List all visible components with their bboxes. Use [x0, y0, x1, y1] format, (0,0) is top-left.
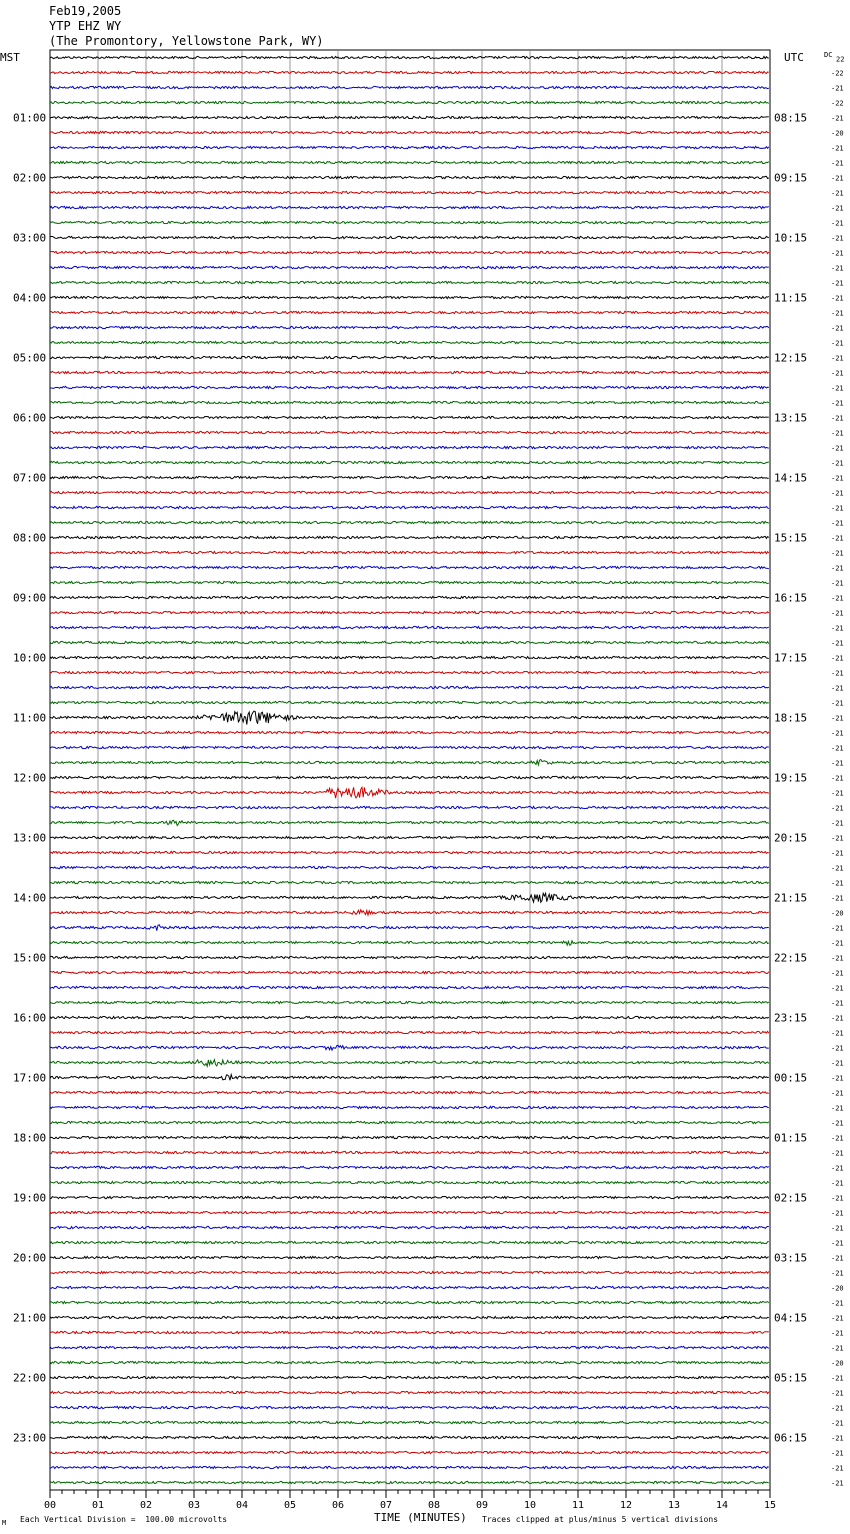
dc-offset-label: -21 — [831, 879, 844, 888]
seismic-trace — [50, 386, 769, 388]
seismic-trace — [50, 941, 769, 945]
dc-offset-label: -21 — [831, 279, 844, 288]
dc-offset-label: -21 — [831, 654, 844, 663]
dc-offset-label: -21 — [831, 969, 844, 978]
dc-offset-label: -21 — [831, 624, 844, 633]
seismic-trace — [50, 701, 769, 703]
dc-offset-label: -21 — [831, 1404, 844, 1413]
dc-offset-label: -21 — [831, 1479, 844, 1488]
dc-offset-label: -20 — [831, 1284, 844, 1293]
left-hour-label: 22:00 — [13, 1371, 47, 1385]
dc-offset-label: -21 — [831, 1059, 844, 1068]
x-tick-label: 03 — [187, 1500, 201, 1511]
dc-offset-label: -21 — [831, 414, 844, 423]
seismic-trace — [50, 1016, 769, 1018]
right-hour-label: 10:15 — [774, 231, 808, 245]
dc-offset-label: -21 — [831, 834, 844, 843]
plot-date: Feb19,2005 — [49, 4, 122, 18]
x-axis — [44, 1490, 776, 1511]
left-hour-label: 10:00 — [13, 651, 47, 665]
seismic-trace — [50, 1196, 769, 1198]
dc-offset-label: -21 — [831, 1044, 844, 1053]
seismic-trace — [50, 1376, 769, 1378]
dc-offset-label: -21 — [831, 264, 844, 273]
dc-offset-label: -21 — [831, 144, 844, 153]
dc-offset-label: -21 — [831, 609, 844, 618]
seismic-trace — [50, 221, 769, 223]
right-hour-label: 16:15 — [774, 591, 808, 605]
left-hour-label: 02:00 — [13, 171, 47, 185]
x-tick-label: 12 — [619, 1500, 633, 1511]
seismic-trace — [50, 641, 769, 643]
seismic-trace — [50, 176, 769, 178]
seismic-trace — [50, 251, 769, 253]
right-hour-label: 19:15 — [774, 771, 808, 785]
seismic-trace — [50, 910, 769, 915]
seismic-trace — [50, 986, 769, 988]
right-hour-label: 14:15 — [774, 471, 808, 485]
seismic-trace — [50, 746, 769, 748]
dc-offset-label: -21 — [831, 1374, 844, 1383]
dc-offset-label: -21 — [831, 819, 844, 828]
seismic-trace — [50, 131, 769, 133]
x-tick-label: 10 — [523, 1500, 537, 1511]
dc-offset-label: -21 — [831, 1074, 844, 1083]
seismic-trace — [50, 1121, 769, 1123]
seismic-trace — [50, 551, 769, 553]
left-hour-label: 13:00 — [13, 831, 47, 845]
dc-offset-label: -20 — [831, 909, 844, 918]
seismic-trace — [50, 711, 769, 724]
seismic-trace — [50, 686, 769, 688]
seismic-trace — [50, 1421, 769, 1423]
right-hour-label: 15:15 — [774, 531, 808, 545]
dc-offset-label: -21 — [831, 234, 844, 243]
right-timezone-label: UTC — [784, 51, 804, 64]
dc-offset-label: -21 — [831, 474, 844, 483]
dc-offset-label: -21 — [831, 744, 844, 753]
seismic-trace — [50, 446, 769, 448]
dc-offset-label: -21 — [831, 1194, 844, 1203]
seismic-trace — [50, 1045, 769, 1050]
seismic-trace — [50, 401, 769, 403]
dc-offset-label: -20 — [831, 1359, 844, 1368]
dc-offset-label: -21 — [831, 1314, 844, 1323]
dc-offset-label: -21 — [831, 354, 844, 363]
left-hour-label: 05:00 — [13, 351, 47, 365]
seismic-trace — [50, 776, 769, 778]
seismic-trace — [50, 759, 769, 764]
right-hour-label: 18:15 — [774, 711, 808, 725]
seismic-trace — [50, 1136, 769, 1138]
seismic-trace — [50, 146, 769, 148]
seismic-trace — [50, 461, 769, 463]
x-tick-label: 13 — [667, 1500, 681, 1511]
dc-offset-label: -21 — [831, 1269, 844, 1278]
x-tick-label: 11 — [571, 1500, 585, 1511]
dc-offset-label: -21 — [831, 1164, 844, 1173]
dc-offset-label: -21 — [831, 489, 844, 498]
dc-offset-label: -20 — [831, 129, 844, 138]
seismic-trace — [50, 1256, 769, 1258]
seismic-trace — [50, 1106, 769, 1108]
clip-note: Traces clipped at plus/minus 5 vertical divisions — [482, 1515, 719, 1524]
seismic-trace — [50, 1181, 769, 1183]
right-hour-label: 11:15 — [774, 291, 808, 305]
dc-offset-label: -21 — [831, 1209, 844, 1218]
right-hour-label: 13:15 — [774, 411, 808, 425]
left-hour-label: 20:00 — [13, 1251, 47, 1265]
seismic-trace — [50, 1031, 769, 1033]
dc-offset-label: -21 — [831, 1119, 844, 1128]
dc-offset-label: -22 — [831, 69, 844, 78]
dc-offset-label: -21 — [831, 1329, 844, 1338]
time-grid — [50, 50, 770, 1490]
seismic-trace — [50, 191, 769, 193]
dc-offset-label: -21 — [831, 204, 844, 213]
dc-offset-label: -21 — [831, 684, 844, 693]
dc-offset-label: -21 — [831, 339, 844, 348]
dc-offset-label: -21 — [831, 429, 844, 438]
left-hour-label: 16:00 — [13, 1011, 47, 1025]
x-tick-label: 05 — [283, 1500, 297, 1511]
seismic-trace — [50, 536, 769, 538]
right-hour-label: 05:15 — [774, 1371, 808, 1385]
right-hour-label: 17:15 — [774, 651, 808, 665]
seismic-trace — [50, 86, 769, 88]
seismic-trace — [50, 1331, 769, 1333]
seismic-trace — [50, 341, 769, 343]
dc-offset-label: -21 — [831, 189, 844, 198]
dc-offset-label: -21 — [831, 954, 844, 963]
left-hour-label: 21:00 — [13, 1311, 47, 1325]
left-hour-label: 14:00 — [13, 891, 47, 905]
dc-offset-label: -22 — [831, 99, 844, 108]
seismic-trace — [50, 521, 769, 523]
seismic-trace — [50, 281, 769, 283]
left-hour-label: 17:00 — [13, 1071, 47, 1085]
seismic-trace — [50, 851, 769, 853]
left-timezone-label: MST — [0, 51, 20, 64]
seismic-trace — [50, 1226, 769, 1228]
left-hour-label: 15:00 — [13, 951, 47, 965]
dc-label: DC — [824, 51, 833, 59]
seismic-trace — [50, 971, 769, 973]
dc-offset-label: -21 — [831, 159, 844, 168]
dc-offset-label: -21 — [831, 1449, 844, 1458]
seismic-trace — [50, 1241, 769, 1243]
seismic-trace — [50, 893, 769, 902]
dc-offset-label: -21 — [831, 1239, 844, 1248]
right-hour-label: 20:15 — [774, 831, 808, 845]
seismic-trace — [50, 866, 769, 868]
left-hour-label: 04:00 — [13, 291, 47, 305]
seismic-trace — [50, 116, 769, 118]
dc-offset-label: -21 — [831, 1134, 844, 1143]
seismic-trace — [50, 731, 769, 733]
dc-offset-label: -21 — [831, 519, 844, 528]
x-tick-label: 02 — [139, 1500, 153, 1511]
dc-offset-label: -21 — [831, 504, 844, 513]
dc-offset-label: -21 — [831, 1029, 844, 1038]
dc-offset-label: -21 — [831, 294, 844, 303]
right-hour-label: 21:15 — [774, 891, 808, 905]
x-tick-label: 00 — [43, 1500, 57, 1511]
seismic-trace — [50, 506, 769, 508]
dc-offset-label: -21 — [831, 1104, 844, 1113]
dc-offset-label: -21 — [831, 849, 844, 858]
seismic-trace — [50, 1316, 769, 1318]
seismic-trace — [50, 1301, 769, 1303]
seismic-trace — [50, 581, 769, 583]
x-tick-label: 14 — [715, 1500, 729, 1511]
seismic-trace — [50, 161, 769, 163]
seismic-trace — [50, 371, 769, 373]
seismic-trace — [50, 1060, 769, 1067]
dc-offset-label: -21 — [831, 369, 844, 378]
left-hour-label: 18:00 — [13, 1131, 47, 1145]
dc-offset-label: -21 — [831, 669, 844, 678]
x-axis-title: TIME (MINUTES) — [374, 1511, 467, 1524]
seismic-trace — [50, 596, 769, 598]
seismic-trace — [50, 881, 769, 883]
seismic-trace — [50, 236, 769, 238]
dc-offset-label: -21 — [831, 564, 844, 573]
dc-offset-label: -21 — [831, 894, 844, 903]
station-code: YTP EHZ WY — [49, 19, 122, 33]
dc-offset-label: -21 — [831, 174, 844, 183]
dc-offset-label: -21 — [831, 1299, 844, 1308]
dc-offset-label: -21 — [831, 984, 844, 993]
x-tick-label: 01 — [91, 1500, 105, 1511]
dc-offset-label: -21 — [831, 594, 844, 603]
dc-offset-label: -21 — [831, 534, 844, 543]
seismic-trace — [50, 1211, 769, 1213]
seismic-trace — [50, 1451, 769, 1453]
x-tick-label: 09 — [475, 1500, 489, 1511]
seismic-trace — [50, 1091, 769, 1093]
seismic-trace — [50, 1466, 769, 1468]
seismic-trace — [50, 1286, 769, 1288]
dc-offset-label: -21 — [831, 924, 844, 933]
dc-offset-label: -21 — [831, 384, 844, 393]
dc-offset-label: -21 — [831, 804, 844, 813]
seismic-trace — [50, 1166, 769, 1168]
dc-offset-label: -21 — [831, 1434, 844, 1443]
left-hour-label: 09:00 — [13, 591, 47, 605]
seismic-trace — [50, 416, 769, 418]
dc-offset-label: -21 — [831, 1224, 844, 1233]
dc-offset-label: -21 — [831, 1149, 844, 1158]
seismic-trace — [50, 71, 769, 73]
seismic-trace — [50, 431, 769, 433]
vertical-division-note: Each Vertical Division = 100.00 microvolts — [20, 1515, 228, 1524]
dc-offset-label: -21 — [831, 774, 844, 783]
dc-offset-label: -21 — [831, 1344, 844, 1353]
dc-offset-label: 22 — [836, 55, 845, 64]
dc-offset-label: -21 — [831, 729, 844, 738]
seismic-trace — [50, 1346, 769, 1348]
dc-offset-label: -21 — [831, 789, 844, 798]
dc-offset-label: -21 — [831, 249, 844, 258]
dc-offset-label: -21 — [831, 579, 844, 588]
seismic-trace — [50, 611, 769, 613]
seismic-trace — [50, 296, 769, 298]
seismic-trace — [50, 1481, 769, 1483]
dc-offset-label: -21 — [831, 759, 844, 768]
x-tick-label: 15 — [763, 1500, 777, 1511]
seismic-trace — [50, 326, 769, 328]
seismic-trace — [50, 566, 769, 568]
dc-offset-label: -21 — [831, 549, 844, 558]
corner-mark: M — [2, 1519, 7, 1527]
seismic-trace — [50, 101, 769, 103]
right-hour-label: 22:15 — [774, 951, 808, 965]
dc-offset-label: -21 — [831, 459, 844, 468]
dc-offset-label: -21 — [831, 219, 844, 228]
x-tick-label: 07 — [379, 1500, 393, 1511]
dc-offset-label: -21 — [831, 999, 844, 1008]
dc-offset-label: -21 — [831, 864, 844, 873]
seismic-trace — [50, 311, 769, 313]
dc-offset-label: -21 — [831, 714, 844, 723]
right-hour-label: 00:15 — [774, 1071, 808, 1085]
dc-offset-label: -21 — [831, 309, 844, 318]
seismic-trace — [50, 925, 769, 931]
right-hour-label: 06:15 — [774, 1431, 808, 1445]
seismic-trace — [50, 1151, 769, 1153]
station-location: (The Promontory, Yellowstone Park, WY) — [49, 34, 324, 48]
left-hour-label: 08:00 — [13, 531, 47, 545]
seismic-trace — [50, 266, 769, 268]
dc-offset-label: -21 — [831, 1014, 844, 1023]
left-hour-label: 23:00 — [13, 1431, 47, 1445]
plot-frame — [50, 50, 770, 1490]
dc-offset-label: -21 — [831, 1419, 844, 1428]
seismic-trace — [50, 491, 769, 493]
seismic-trace — [50, 1436, 769, 1438]
dc-offset-label: -21 — [831, 114, 844, 123]
x-tick-label: 04 — [235, 1500, 249, 1511]
x-tick-label: 08 — [427, 1500, 441, 1511]
right-hour-label: 09:15 — [774, 171, 808, 185]
seismic-trace — [50, 806, 769, 808]
dc-offset-label: -21 — [831, 1179, 844, 1188]
seismic-trace — [50, 820, 769, 825]
dc-offset-label: -21 — [831, 1389, 844, 1398]
trace-group — [50, 56, 769, 1483]
dc-offset-label: -21 — [831, 444, 844, 453]
left-hour-label: 03:00 — [13, 231, 47, 245]
seismic-trace — [50, 1406, 769, 1408]
seismic-trace — [50, 56, 769, 58]
left-hour-label: 06:00 — [13, 411, 47, 425]
right-hour-label: 04:15 — [774, 1311, 808, 1325]
right-hour-label: 03:15 — [774, 1251, 808, 1265]
seismic-trace — [50, 1075, 769, 1081]
right-hour-label: 02:15 — [774, 1191, 808, 1205]
dc-offset-label: -21 — [831, 399, 844, 408]
dc-offset-label: -21 — [831, 84, 844, 93]
seismic-trace — [50, 836, 769, 838]
dc-offset-label: -21 — [831, 939, 844, 948]
dc-offset-label: -21 — [831, 1254, 844, 1263]
dc-offset-label: -21 — [831, 639, 844, 648]
left-hour-label: 07:00 — [13, 471, 47, 485]
dc-offset-label: -21 — [831, 324, 844, 333]
seismic-trace — [50, 671, 769, 673]
left-hour-label: 01:00 — [13, 111, 47, 125]
seismic-trace — [50, 476, 769, 478]
dc-offset-label: -21 — [831, 699, 844, 708]
right-hour-label: 01:15 — [774, 1131, 808, 1145]
seismic-trace — [50, 956, 769, 958]
left-hour-label: 19:00 — [13, 1191, 47, 1205]
seismic-trace — [50, 1271, 769, 1273]
dc-offset-label: -21 — [831, 1464, 844, 1473]
seismic-trace — [50, 1391, 769, 1393]
seismic-trace — [50, 1001, 769, 1003]
seismic-trace — [50, 626, 769, 628]
seismic-trace — [50, 787, 769, 798]
seismic-trace — [50, 656, 769, 658]
seismic-trace — [50, 1361, 769, 1363]
left-hour-label: 11:00 — [13, 711, 47, 725]
seismic-trace — [50, 356, 769, 358]
dc-offset-label: -21 — [831, 1089, 844, 1098]
seismic-trace — [50, 206, 769, 208]
right-hour-label: 23:15 — [774, 1011, 808, 1025]
left-hour-label: 12:00 — [13, 771, 47, 785]
x-tick-label: 06 — [331, 1500, 345, 1511]
right-hour-label: 08:15 — [774, 111, 808, 125]
right-hour-label: 12:15 — [774, 351, 808, 365]
